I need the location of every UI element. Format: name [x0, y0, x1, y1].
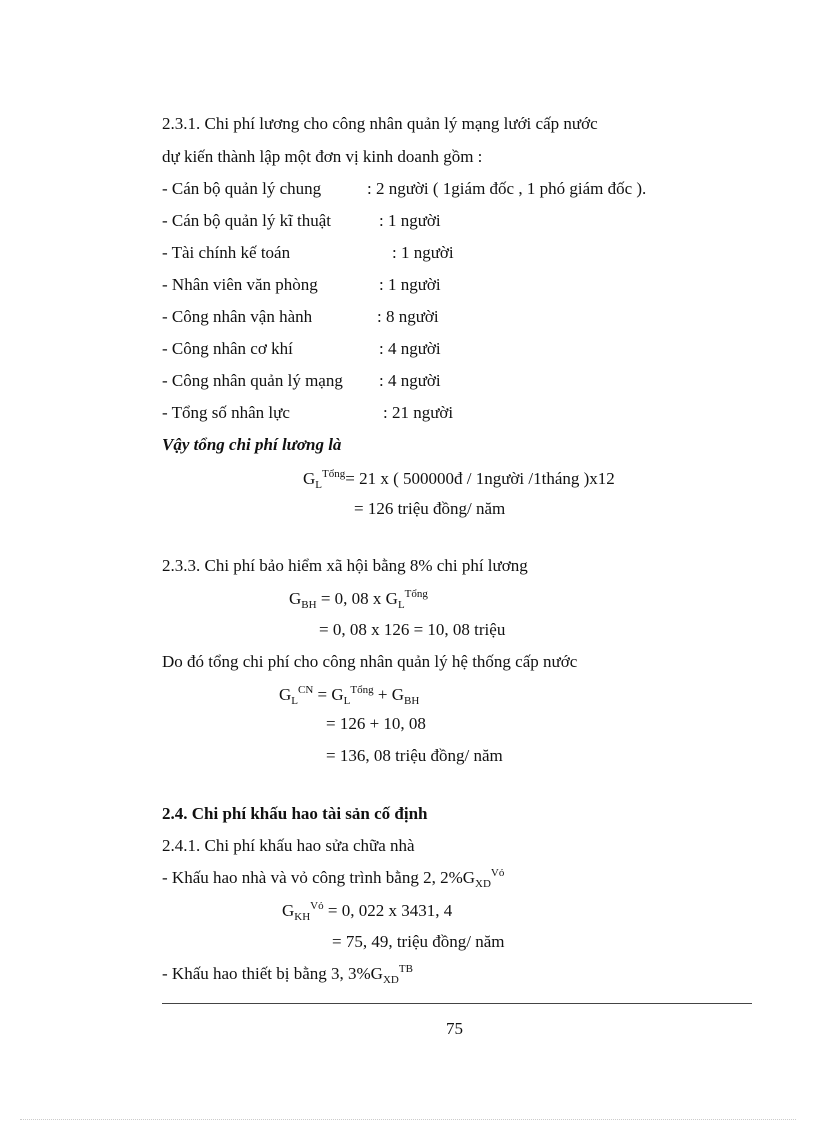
staff-count: : 1 người — [379, 211, 441, 230]
page-number: 75 — [446, 1019, 463, 1038]
subscript: XD — [382, 974, 399, 986]
staff-count: : 4 người — [379, 371, 441, 390]
section-2-4-1-heading: 2.4.1. Chi phí khấu hao sửa chữa nhà — [162, 836, 415, 855]
superscript: Vỏ — [490, 867, 505, 879]
item-text: - Khấu hao nhà và vỏ công trình bằng 2, 2%G — [162, 868, 476, 887]
section-2-3-1-intro: dự kiến thành lập một đơn vị kinh doanh gồm : — [162, 147, 483, 166]
formula-expression: = 21 x ( 500000đ / 1người /1tháng )x12 — [345, 469, 615, 488]
footer-divider — [162, 1003, 752, 1004]
subscript: BH — [301, 599, 317, 611]
staff-count: : 1 người — [392, 243, 454, 262]
staff-role: - Công nhân cơ khí — [162, 339, 293, 358]
total-salary-label: Vậy tổng chi phí lương là — [162, 435, 342, 454]
item-text: - Khấu hao thiết bị bằng 3, 3%G — [162, 964, 383, 983]
list-item — [162, 243, 454, 263]
staff-count: : 2 người ( 1giám đốc , 1 phó giám đốc ). — [367, 179, 647, 198]
section-2-3-3-heading: 2.3.3. Chi phí bảo hiểm xã hội bằng 8% chi phí lương — [162, 556, 528, 575]
subscript: KH — [294, 911, 311, 923]
staff-role: - Cán bộ quản lý kĩ thuật — [162, 211, 332, 230]
staff-role: - Cán bộ quản lý chung — [162, 179, 322, 198]
total-salary-result: = 126 triệu đồng/ năm — [354, 499, 506, 518]
list-item — [162, 211, 441, 231]
staff-role: - Công nhân quản lý mạng — [162, 371, 343, 390]
total-worker-line2: = 126 + 10, 08 — [326, 714, 426, 733]
subscript: L — [343, 695, 351, 707]
staff-role: - Tài chính kế toán — [162, 243, 291, 262]
formula-expression: = G — [313, 685, 344, 704]
total-salary-formula — [303, 469, 615, 489]
depreciation-result: = 75, 49, triệu đồng/ năm — [332, 932, 505, 951]
staff-count: : 8 người — [377, 307, 439, 326]
formula-expression: + G — [373, 685, 405, 704]
subscript: XD — [475, 878, 491, 890]
section-2-4-heading: 2.4. Chi phí khấu hao tài sản cố định — [162, 804, 428, 823]
insurance-formula — [289, 589, 428, 609]
symbol-g: G — [303, 469, 316, 488]
depreciation-item-building — [162, 868, 504, 888]
section-2-3-1-heading: 2.3.1. Chi phí lương cho công nhân quản lý mạng lưới cấp nước — [162, 114, 598, 133]
list-item — [162, 339, 441, 359]
total-worker-line3: = 136, 08 triệu đồng/ năm — [326, 746, 503, 765]
list-item — [162, 275, 441, 295]
list-item — [162, 307, 439, 327]
symbol-g: G — [279, 685, 292, 704]
superscript: Tổng — [404, 588, 428, 600]
symbol-g: G — [282, 901, 295, 920]
staff-role: - Công nhân vận hành — [162, 307, 313, 326]
superscript: TB — [398, 963, 413, 975]
list-item — [162, 403, 454, 423]
staff-count: : 4 người — [379, 339, 441, 358]
page-bottom-border — [20, 1119, 796, 1120]
staff-count: : 1 người — [379, 275, 441, 294]
depreciation-formula — [282, 901, 452, 921]
list-item — [162, 179, 647, 199]
subscript: BH — [404, 695, 420, 707]
staff-role: - Tổng số nhân lực — [162, 403, 290, 422]
symbol-g: G — [289, 589, 302, 608]
formula-expression: = 0, 08 x G — [316, 589, 398, 608]
subscript: L — [291, 695, 299, 707]
staff-role: - Nhân viên văn phòng — [162, 275, 318, 294]
list-item — [162, 371, 441, 391]
formula-expression: = 0, 022 x 3431, 4 — [323, 901, 453, 920]
subscript: L — [315, 479, 323, 491]
staff-count: : 21 người — [383, 403, 454, 422]
superscript: CN — [298, 684, 314, 696]
subscript: L — [397, 599, 405, 611]
superscript: Vỏ — [310, 900, 324, 912]
depreciation-item-equipment — [162, 964, 413, 984]
superscript: Tổng — [350, 684, 374, 696]
total-worker-cost-label: Do đó tổng chi phí cho công nhân quản lý hệ thống cấp nước — [162, 652, 578, 671]
total-worker-formula — [279, 685, 419, 705]
superscript: Tổng — [322, 468, 346, 480]
insurance-result: = 0, 08 x 126 = 10, 08 triệu — [319, 620, 506, 639]
